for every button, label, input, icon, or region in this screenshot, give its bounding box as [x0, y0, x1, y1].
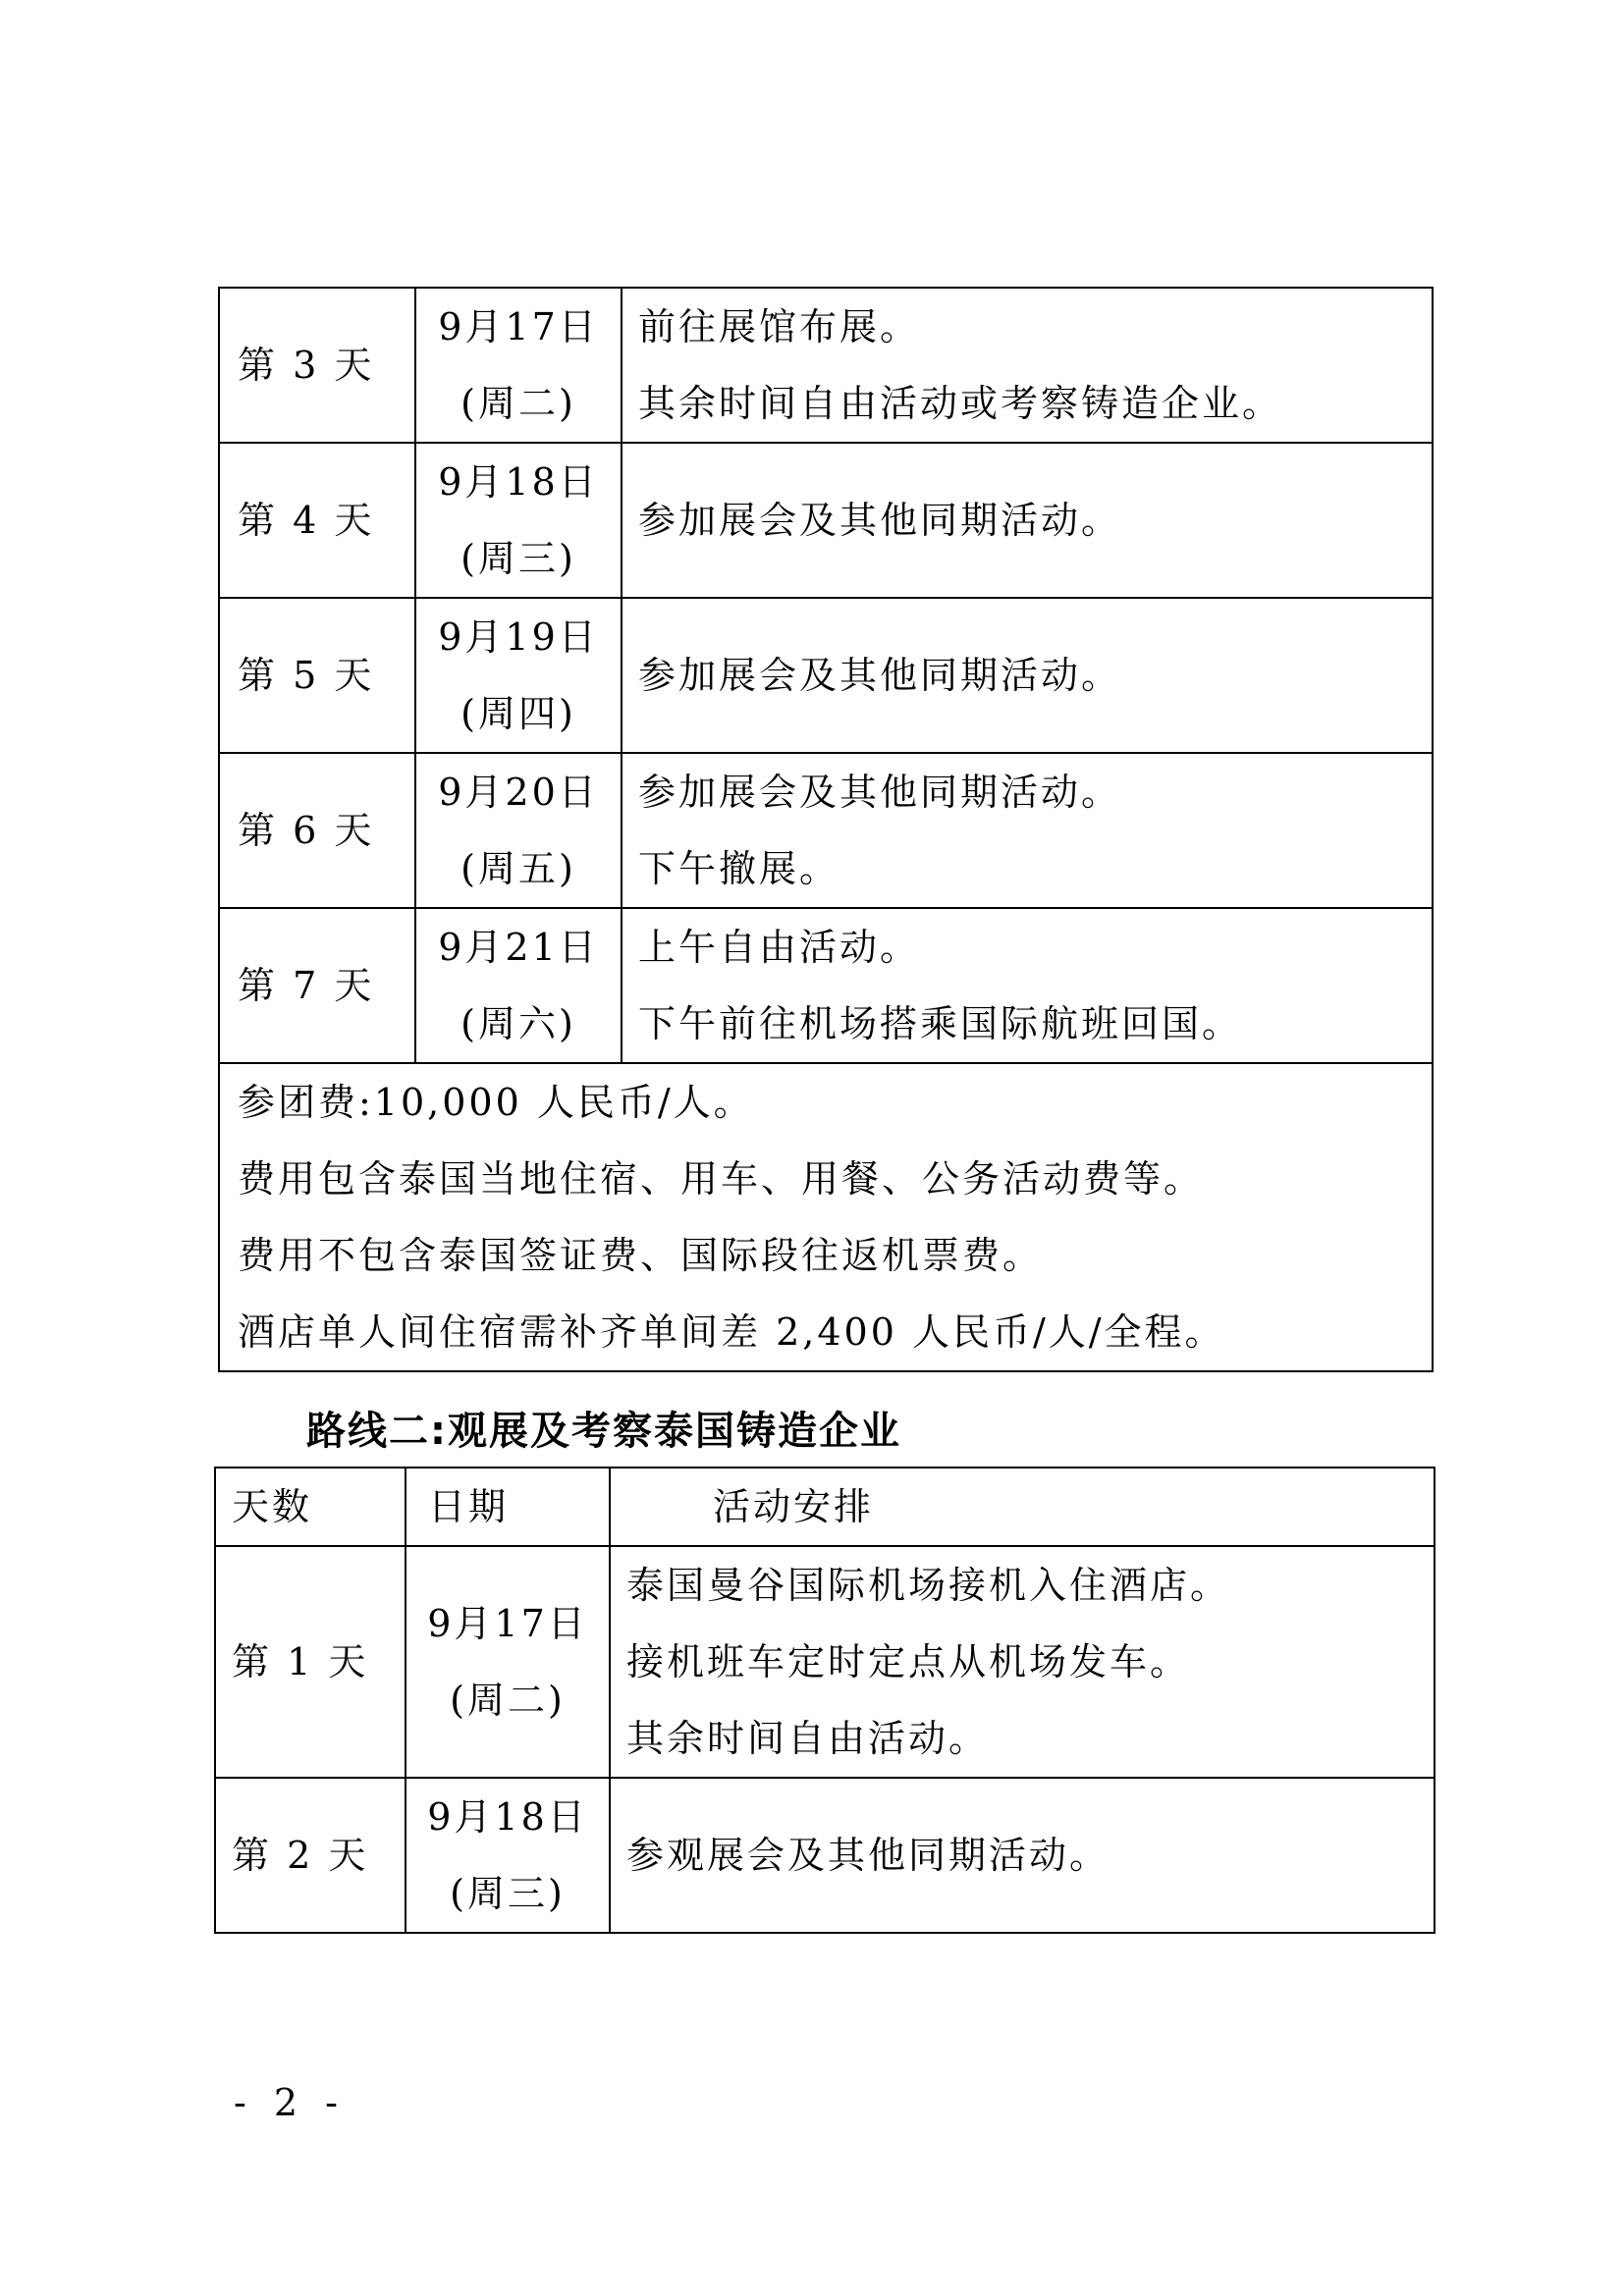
date-text: 9月20日	[438, 771, 599, 814]
activity-line: 参加展会及其他同期活动。	[638, 499, 1122, 542]
table-header-row	[215, 1468, 1435, 1546]
fee-row	[219, 1063, 1433, 1371]
activity-line: 其余时间自由活动或考察铸造企业。	[638, 382, 1283, 425]
fee-cell	[219, 1063, 1433, 1371]
date-text: 9月18日	[427, 1795, 588, 1839]
table-row	[215, 1546, 1435, 1778]
route1-itinerary-table	[218, 287, 1434, 1372]
table-row	[219, 598, 1433, 753]
activity-line: 参观展会及其他同期活动。	[626, 1834, 1110, 1877]
date-text: 9月21日	[438, 926, 599, 969]
weekday-text: (周二)	[460, 382, 576, 425]
fee-line: 酒店单人间住宿需补齐单间差 2,400 人民币/人/全程。	[238, 1310, 1225, 1354]
table-row	[219, 908, 1433, 1063]
activity-line: 下午撤展。	[638, 847, 840, 890]
weekday-text: (周六)	[460, 1002, 576, 1045]
activity-cell	[622, 443, 1433, 598]
activity-line: 上午自由活动。	[638, 926, 921, 969]
activity-cell	[622, 288, 1433, 443]
weekday-text: (周四)	[460, 692, 576, 735]
header-activities: 活动安排	[610, 1468, 1435, 1546]
weekday-text: (周二)	[450, 1679, 566, 1722]
date-text: 9月17日	[427, 1602, 588, 1645]
day-cell: 第 5 天	[219, 598, 415, 753]
day-cell: 第 3 天	[219, 288, 415, 443]
activity-cell	[622, 753, 1433, 908]
fee-line: 参团费:10,000 人民币/人。	[238, 1081, 754, 1124]
date-cell	[415, 908, 622, 1063]
activity-cell	[622, 908, 1433, 1063]
date-text: 9月19日	[438, 615, 599, 659]
page-number: - 2 -	[233, 2081, 346, 2124]
activity-cell	[610, 1778, 1435, 1933]
date-cell	[406, 1546, 610, 1778]
table-row	[219, 443, 1433, 598]
activity-line: 其余时间自由活动。	[626, 1717, 990, 1760]
header-day: 天数	[215, 1468, 406, 1546]
date-cell	[406, 1778, 610, 1933]
date-cell	[415, 753, 622, 908]
date-cell	[415, 598, 622, 753]
day-cell: 第 6 天	[219, 753, 415, 908]
activity-line: 下午前往机场搭乘国际航班回国。	[638, 1002, 1243, 1045]
date-cell	[415, 288, 622, 443]
weekday-text: (周三)	[460, 537, 576, 580]
weekday-text: (周三)	[450, 1872, 566, 1915]
table-row	[215, 1778, 1435, 1933]
table-row	[219, 753, 1433, 908]
date-text: 9月17日	[438, 305, 599, 348]
day-cell: 第 4 天	[219, 443, 415, 598]
day-cell: 第 1 天	[215, 1546, 406, 1778]
activity-cell	[622, 598, 1433, 753]
weekday-text: (周五)	[460, 847, 576, 890]
activity-cell	[610, 1546, 1435, 1778]
activity-line: 前往展馆布展。	[638, 305, 921, 348]
activity-line: 参加展会及其他同期活动。	[638, 654, 1122, 697]
route2-heading: 路线二:观展及考察泰国铸造企业	[306, 1409, 901, 1454]
header-date: 日期	[406, 1468, 610, 1546]
activity-line: 参加展会及其他同期活动。	[638, 771, 1122, 814]
date-cell	[415, 443, 622, 598]
day-cell: 第 7 天	[219, 908, 415, 1063]
fee-line: 费用包含泰国当地住宿、用车、用餐、公务活动费等。	[238, 1157, 1205, 1201]
activity-line: 接机班车定时定点从机场发车。	[626, 1640, 1191, 1683]
fee-line: 费用不包含泰国签证费、国际段往返机票费。	[238, 1234, 1044, 1277]
day-cell: 第 2 天	[215, 1778, 406, 1933]
table-row	[219, 288, 1433, 443]
activity-line: 泰国曼谷国际机场接机入住酒店。	[626, 1564, 1231, 1607]
route2-itinerary-table	[214, 1467, 1435, 1934]
date-text: 9月18日	[438, 460, 599, 504]
